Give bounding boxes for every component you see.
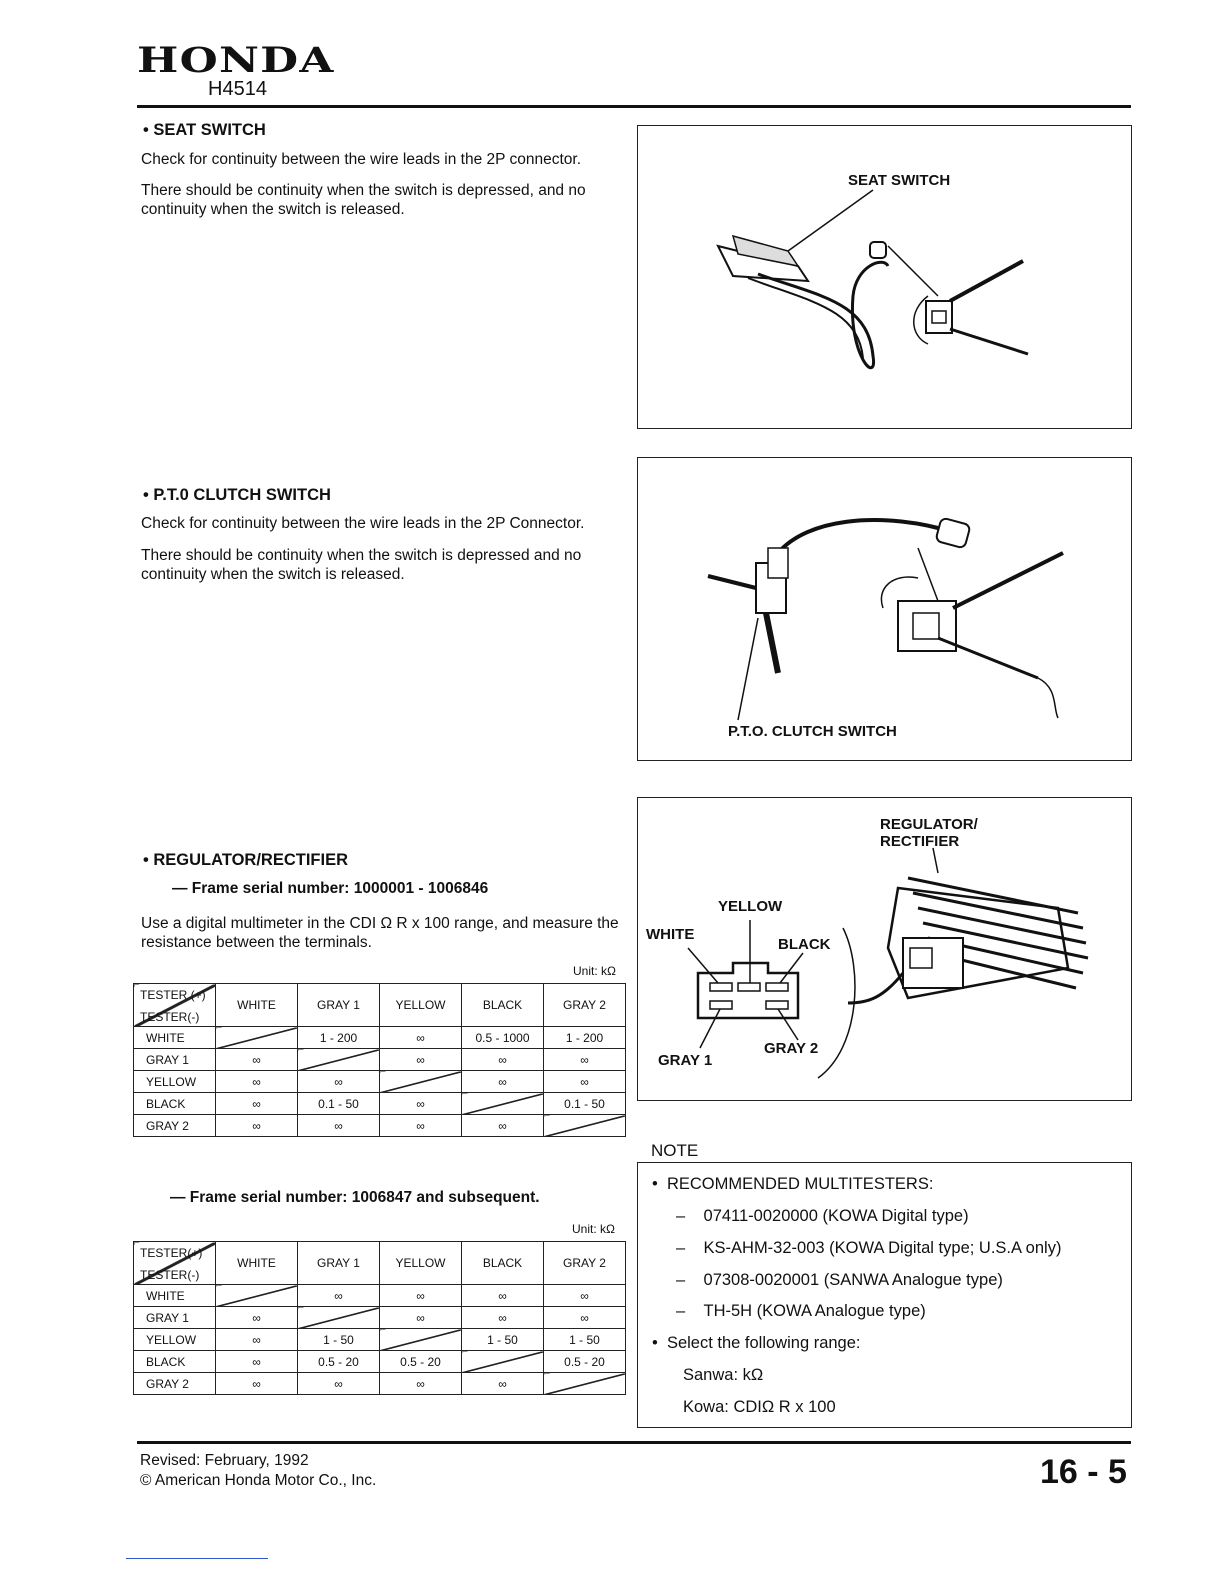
wire-gray1-label: GRAY 1 — [658, 1052, 713, 1069]
table-header-row — [134, 1242, 626, 1285]
list-item: – 07308-0020001 (SANWA Analogue type) — [676, 1271, 1003, 1289]
table-cell: 1 - 50 — [462, 1329, 544, 1351]
table-cell: ∞ — [298, 1115, 380, 1137]
pto-switch-drawing — [638, 458, 1131, 760]
table-cell: 1 - 200 — [544, 1027, 626, 1049]
column-header: GRAY 2 — [544, 984, 626, 1027]
unit-label-1: Unit: kΩ — [573, 964, 616, 978]
table-cell: ∞ — [380, 1285, 462, 1307]
bullet-icon: • — [143, 486, 154, 504]
frame-serial-1: — Frame serial number: 1000001 - 1006846 — [172, 880, 489, 897]
note-title: NOTE — [651, 1141, 699, 1160]
wire-gray2-label: GRAY 2 — [764, 1040, 819, 1057]
bullet-icon: • — [143, 851, 154, 869]
regulator-drawing — [638, 798, 1131, 1100]
table-row — [134, 1351, 626, 1373]
table-cell — [298, 1307, 380, 1329]
table-cell — [462, 1351, 544, 1373]
revised-date: Revised: February, 1992 — [140, 1452, 309, 1469]
row-label: BLACK — [134, 1351, 216, 1373]
wire-white-label: WHITE — [646, 926, 695, 943]
table-header-row — [134, 984, 626, 1027]
table-row — [134, 1373, 626, 1395]
table-cell — [216, 1027, 298, 1049]
model-number: H4514 — [208, 78, 267, 100]
row-label: GRAY 2 — [134, 1373, 216, 1395]
row-label: GRAY 1 — [134, 1049, 216, 1071]
regulator-fig-label-2: RECTIFIER — [880, 833, 960, 850]
page-number: 16 - 5 — [1040, 1453, 1127, 1491]
table-cell: ∞ — [462, 1071, 544, 1093]
table-cell: ∞ — [544, 1285, 626, 1307]
table-cell: ∞ — [216, 1071, 298, 1093]
table-cell: ∞ — [544, 1071, 626, 1093]
copyright: © American Honda Motor Co., Inc. — [140, 1472, 377, 1489]
column-header: GRAY 1 — [298, 984, 380, 1027]
regulator-figure — [637, 797, 1132, 1101]
table-cell: ∞ — [462, 1373, 544, 1395]
header-rule — [137, 105, 1131, 108]
bullet-icon: • — [143, 121, 154, 139]
table-cell: ∞ — [216, 1329, 298, 1351]
seat-switch-fig-label: SEAT SWITCH — [848, 172, 951, 189]
row-label: YELLOW — [134, 1071, 216, 1093]
column-header: BLACK — [462, 984, 544, 1027]
note-kowa: Kowa: CDIΩ R x 100 — [683, 1398, 836, 1416]
row-label: GRAY 2 — [134, 1115, 216, 1137]
table-cell — [462, 1093, 544, 1115]
list-item: – TH-5H (KOWA Analogue type) — [676, 1302, 926, 1320]
seat-switch-heading: • SEAT SWITCH — [143, 121, 266, 139]
table-row — [134, 1285, 626, 1307]
pto-switch-fig-label: P.T.O. CLUTCH SWITCH — [728, 723, 897, 740]
honda-logo: HONDA — [137, 40, 335, 81]
table-cell — [380, 1071, 462, 1093]
table-cell — [544, 1115, 626, 1137]
table-cell: ∞ — [380, 1307, 462, 1329]
table-cell: ∞ — [380, 1027, 462, 1049]
wire-yellow-label: YELLOW — [718, 898, 783, 915]
column-header: GRAY 2 — [544, 1242, 626, 1285]
note-bullet-1: • RECOMMENDED MULTITESTERS: — [652, 1175, 934, 1193]
table-cell: ∞ — [380, 1373, 462, 1395]
table-row — [134, 1115, 626, 1137]
table-cell: 1 - 50 — [298, 1329, 380, 1351]
table-cell: ∞ — [216, 1049, 298, 1071]
resistance-table-1 — [133, 983, 626, 1137]
table-cell: ∞ — [298, 1373, 380, 1395]
table-cell: ∞ — [462, 1307, 544, 1329]
table-cell: ∞ — [216, 1373, 298, 1395]
table-row — [134, 1071, 626, 1093]
column-header: WHITE — [216, 1242, 298, 1285]
list-item: – KS-AHM-32-003 (KOWA Digital type; U.S.A only) — [676, 1239, 1062, 1257]
table-cell — [216, 1285, 298, 1307]
note-bullet-2: • Select the following range: — [652, 1334, 861, 1352]
regulator-fig-label-1: REGULATOR/ — [880, 816, 978, 833]
table-row — [134, 1329, 626, 1351]
table-row — [134, 1093, 626, 1115]
table-cell: ∞ — [216, 1093, 298, 1115]
table-cell: ∞ — [544, 1307, 626, 1329]
bullet-icon: • — [652, 1334, 667, 1352]
table-row — [134, 1027, 626, 1049]
table-cell: ∞ — [380, 1093, 462, 1115]
table-cell: 1 - 200 — [298, 1027, 380, 1049]
link-underline — [126, 1558, 268, 1559]
unit-label-2: Unit: kΩ — [572, 1222, 615, 1236]
table-cell: ∞ — [380, 1115, 462, 1137]
table-cell — [544, 1373, 626, 1395]
resistance-table-2 — [133, 1241, 626, 1395]
table-cell: ∞ — [462, 1049, 544, 1071]
dash-icon: – — [676, 1239, 704, 1257]
column-header: BLACK — [462, 1242, 544, 1285]
seat-switch-para1: Check for continuity between the wire leads in the 2P connector. — [141, 151, 582, 168]
seat-switch-para2: There should be continuity when the switch is depressed, and no continuity when the switch is released. — [141, 182, 586, 218]
table-cell: ∞ — [462, 1285, 544, 1307]
table-cell: 0.5 - 20 — [298, 1351, 380, 1373]
pto-switch-figure — [637, 457, 1132, 761]
row-label: BLACK — [134, 1093, 216, 1115]
regulator-para: Use a digital multimeter in the CDI Ω R x 100 range, and measure the resistance between the terminals. — [141, 915, 619, 951]
regulator-heading: • REGULATOR/RECTIFIER — [143, 851, 349, 869]
row-label: GRAY 1 — [134, 1307, 216, 1329]
row-label: WHITE — [134, 1027, 216, 1049]
table-cell: ∞ — [216, 1351, 298, 1373]
tester-corner: TESTER (+) TESTER(-) — [134, 984, 216, 1027]
table-row — [134, 1049, 626, 1071]
pto-switch-para1: Check for continuity between the wire leads in the 2P Connector. — [141, 515, 585, 532]
note-sanwa: Sanwa: kΩ — [683, 1366, 764, 1384]
table-cell: 1 - 50 — [544, 1329, 626, 1351]
table-cell: ∞ — [298, 1071, 380, 1093]
table-cell: ∞ — [544, 1049, 626, 1071]
pto-switch-para2: There should be continuity when the switch is depressed and no continuity when the switch is released. — [141, 547, 582, 583]
table-cell: 0.5 - 20 — [544, 1351, 626, 1373]
table-cell: ∞ — [216, 1307, 298, 1329]
table-cell — [298, 1049, 380, 1071]
table-cell: 0.1 - 50 — [544, 1093, 626, 1115]
tester-corner: TESTER(+) TESTER(-) — [134, 1242, 216, 1285]
frame-serial-2: — Frame serial number: 1006847 and subsequent. — [170, 1189, 540, 1206]
footer-rule — [137, 1441, 1131, 1444]
wire-black-label: BLACK — [778, 936, 831, 953]
table-cell: ∞ — [380, 1049, 462, 1071]
table-cell: ∞ — [298, 1285, 380, 1307]
row-label: WHITE — [134, 1285, 216, 1307]
row-label: YELLOW — [134, 1329, 216, 1351]
table-cell: ∞ — [216, 1115, 298, 1137]
table-cell — [380, 1329, 462, 1351]
table-cell: ∞ — [462, 1115, 544, 1137]
note-box — [637, 1162, 1132, 1428]
pto-switch-heading: • P.T.0 CLUTCH SWITCH — [143, 486, 331, 504]
dash-icon: – — [676, 1271, 704, 1289]
dash-icon: – — [676, 1207, 704, 1225]
dash-icon: – — [676, 1302, 704, 1320]
table-cell: 0.1 - 50 — [298, 1093, 380, 1115]
column-header: WHITE — [216, 984, 298, 1027]
column-header: YELLOW — [380, 1242, 462, 1285]
column-header: YELLOW — [380, 984, 462, 1027]
column-header: GRAY 1 — [298, 1242, 380, 1285]
table-row — [134, 1307, 626, 1329]
table-cell: 0.5 - 1000 — [462, 1027, 544, 1049]
table-cell: 0.5 - 20 — [380, 1351, 462, 1373]
seat-switch-figure — [637, 125, 1132, 429]
bullet-icon: • — [652, 1175, 667, 1193]
list-item: – 07411-0020000 (KOWA Digital type) — [676, 1207, 969, 1225]
seat-switch-drawing — [638, 126, 1131, 428]
